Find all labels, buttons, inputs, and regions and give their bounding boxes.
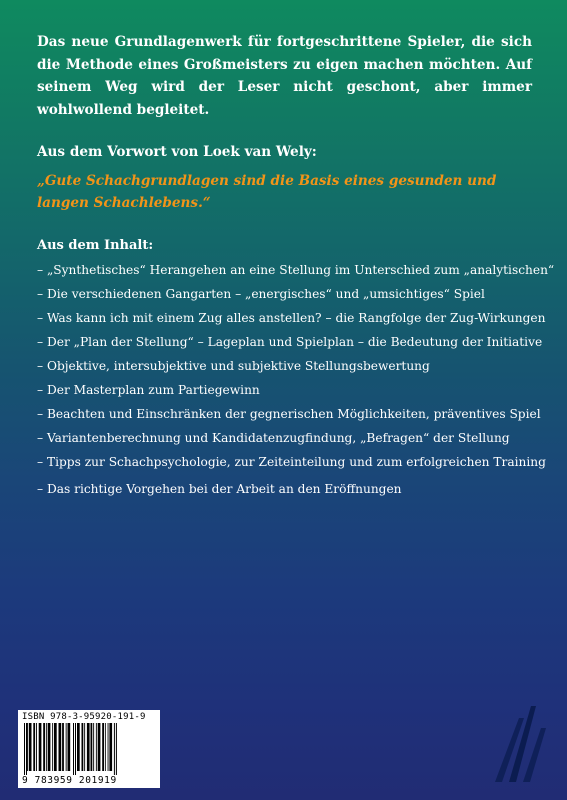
foreword-quote: „Gute Schachgrundlagen sind die Basis eines gesunden und langen Schachlebens.“ [37,173,497,211]
barcode-bar [77,723,80,771]
barcode-bar [75,723,76,775]
barcode-bar [29,723,32,771]
foreword-heading: Aus dem Vorwort von Loek van Wely: [37,144,317,160]
barcode-bars [22,723,156,775]
barcode-bar [93,723,94,771]
barcode-bar [48,723,51,771]
barcode-bar [59,723,62,771]
barcode-bar [54,723,57,771]
contents-heading: Aus dem Inhalt: [37,238,154,253]
barcode-bar [105,723,106,771]
isbn-label: ISBN 978-3-95920-191-9 [22,712,146,722]
barcode-bar [87,723,90,771]
barcode-bar [68,723,71,771]
barcode-bar [109,723,112,771]
contents-item: – Was kann ich mit einem Zug alles anstellen? – die Rangfolge der Zug-Wirkungen [37,311,546,325]
barcode-bar [24,723,25,775]
barcode-bar [98,723,101,771]
contents-item: – Objektive, intersubjektive und subjektive Stellungsbewertung [37,359,430,373]
barcode-bar [108,723,109,771]
contents-item: – Der Masterplan zum Partiegewinn [37,383,260,397]
barcode-bar [82,723,84,771]
barcode-bar [52,723,53,771]
barcode-bar [116,723,117,775]
barcode-bar [39,723,42,771]
publisher-logo-icon [491,700,549,782]
barcode-bar [27,723,28,771]
contents-item: – „Synthetisches“ Herangehen an eine Stellung im Unterschied zum „analytischen“ [37,263,555,277]
barcode-bar [73,723,74,775]
contents-item: – Die verschiedenen Gangarten – „energisches“ und „umsichtiges“ Spiel [37,287,485,301]
barcode-bar [36,723,37,771]
contents-item: – Tipps zur Schachpsychologie, zur Zeiteinteilung und zum erfolgreichen Training [37,455,546,469]
isbn-barcode [18,710,160,788]
barcode-bar [26,723,27,775]
contents-item: – Variantenberechnung und Kandidatenzugfindung, „Befragen“ der Stellung [37,431,510,445]
intro-paragraph: Das neue Grundlagenwerk für fortgeschrittene Spieler, die sich die Methode eines Großmeisters zu eigen machen möchten. Auf seinem Weg wird der Leser nicht geschont, aber immer wohlwollend begleitet. [37,34,532,118]
barcode-bar [96,723,97,771]
barcode-bar [62,723,64,771]
barcode-digits: 9 783959 201919 [22,775,117,786]
barcode-bar [102,723,104,771]
barcode-bar [114,723,115,775]
contents-item: – Beachten und Einschränken der gegnerischen Möglichkeiten, präventives Spiel [37,407,541,421]
barcode-bar [66,723,67,771]
contents-item: – Das richtige Vorgehen bei der Arbeit an den Eröffnungen [37,482,402,496]
barcode-bar [46,723,47,771]
barcode-bar [91,723,93,771]
contents-item: – Der „Plan der Stellung“ – Lageplan und Spielplan – die Bedeutung der Initiative [37,335,543,349]
barcode-bar [43,723,45,771]
barcode-bar [33,723,35,771]
barcode-bar [84,723,85,771]
